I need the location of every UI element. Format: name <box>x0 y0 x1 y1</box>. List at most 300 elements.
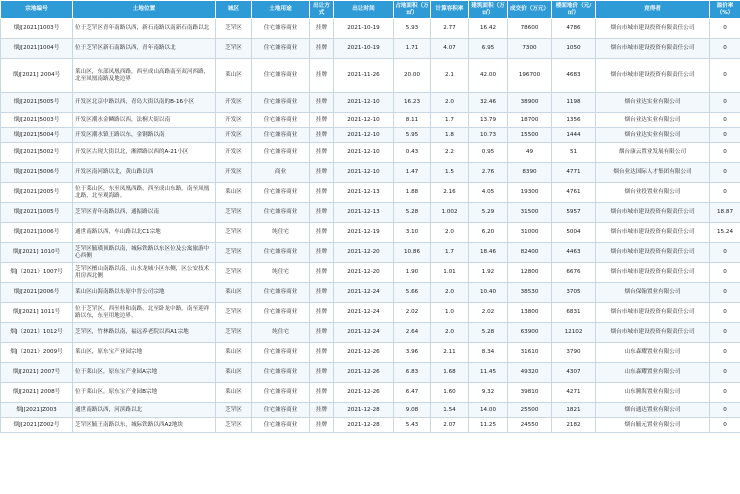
cell-floor-price: 2182 <box>552 418 596 433</box>
cell-plot-ratio: 1.01 <box>431 263 469 283</box>
cell-buyer: 烟台市城市建设投资有限责任公司 <box>596 303 710 323</box>
cell-land-location: 芝罘区毓王南路以东，城际铁路以西A2地块 <box>73 418 216 433</box>
cell-land-location: 莱山区，原东宝产业园宗地 <box>73 343 216 363</box>
cell-parcel-code: 烟J[2021]5006号 <box>1 163 73 183</box>
cell-floor-area: 6.20 <box>469 223 508 243</box>
cell-land-use: 住宅兼容商业 <box>252 128 310 143</box>
cell-floor-area: 5.28 <box>469 323 508 343</box>
table-row <box>1 128 740 143</box>
cell-plot-ratio: 2.11 <box>431 343 469 363</box>
cell-premium-rate: 0 <box>710 19 740 39</box>
cell-district: 芝罘区 <box>216 303 252 323</box>
cell-plot-ratio: 1.7 <box>431 243 469 263</box>
cell-deal-price: 63900 <box>508 323 552 343</box>
cell-transfer-method: 挂牌 <box>310 323 334 343</box>
cell-site-area: 2.02 <box>394 303 431 323</box>
cell-transfer-date: 2021-10-19 <box>334 19 394 39</box>
cell-site-area: 1.88 <box>394 183 431 203</box>
cell-transfer-method: 挂牌 <box>310 128 334 143</box>
table-row <box>1 403 740 418</box>
table-row <box>1 283 740 303</box>
cell-premium-rate: 15.24 <box>710 223 740 243</box>
table-row <box>1 343 740 363</box>
cell-transfer-method: 挂牌 <box>310 19 334 39</box>
cell-floor-price: 5957 <box>552 203 596 223</box>
table-row <box>1 93 740 113</box>
cell-transfer-method: 挂牌 <box>310 243 334 263</box>
cell-deal-price: 196700 <box>508 59 552 93</box>
cell-buyer: 烟台业达实业有限公司 <box>596 128 710 143</box>
cell-land-location: 位于莱山区，原东宝产业园A宗地 <box>73 363 216 383</box>
cell-district: 芝罘区 <box>216 403 252 418</box>
cell-parcel-code: 烟J[2021] 1011号 <box>1 303 73 323</box>
header-district: 城区 <box>216 1 252 19</box>
header-parcel-code: 宗地编号 <box>1 1 73 19</box>
table-row <box>1 143 740 163</box>
cell-plot-ratio: 1.68 <box>431 363 469 383</box>
cell-floor-area: 42.00 <box>469 59 508 93</box>
cell-district: 莱山区 <box>216 283 252 303</box>
cell-floor-price: 51 <box>552 143 596 163</box>
cell-parcel-code: 烟J[2021]5004号 <box>1 128 73 143</box>
cell-floor-area: 4.05 <box>469 183 508 203</box>
cell-parcel-code: 烟J[2021]Z002号 <box>1 418 73 433</box>
cell-site-area: 6.47 <box>394 383 431 403</box>
header-deal-price: 成交价（万元） <box>508 1 552 19</box>
cell-site-area: 16.23 <box>394 93 431 113</box>
table-row <box>1 223 740 243</box>
cell-buyer: 烟台市城市建设投资有限责任公司 <box>596 59 710 93</box>
cell-land-location: 芝罘区檀山南路以南，山水龙城小区东侧，区公安技术用房西北侧 <box>73 263 216 283</box>
cell-land-use: 住宅兼容商业 <box>252 303 310 323</box>
cell-premium-rate: 0 <box>710 403 740 418</box>
cell-deal-price: 31500 <box>508 203 552 223</box>
cell-premium-rate: 0 <box>710 39 740 59</box>
cell-plot-ratio: 4.07 <box>431 39 469 59</box>
cell-premium-rate: 0 <box>710 263 740 283</box>
cell-premium-rate: 0 <box>710 143 740 163</box>
cell-transfer-method: 挂牌 <box>310 39 334 59</box>
cell-land-use: 住宅兼容商业 <box>252 59 310 93</box>
cell-land-use: 纯住宅 <box>252 323 310 343</box>
cell-deal-price: 39810 <box>508 383 552 403</box>
cell-transfer-method: 挂牌 <box>310 303 334 323</box>
cell-premium-rate: 0 <box>710 59 740 93</box>
cell-parcel-code: 烟J[2021]2005号 <box>1 183 73 203</box>
cell-floor-area: 6.95 <box>469 39 508 59</box>
cell-district: 莱山区 <box>216 183 252 203</box>
cell-buyer: 烟台保翰置业有限公司 <box>596 283 710 303</box>
cell-district: 芝罘区 <box>216 39 252 59</box>
cell-premium-rate: 0 <box>710 183 740 203</box>
cell-deal-price: 38530 <box>508 283 552 303</box>
cell-buyer: 烟台市城市建设投资有限责任公司 <box>596 243 710 263</box>
cell-parcel-code: 烟J[2021]5002号 <box>1 143 73 163</box>
cell-floor-price: 3790 <box>552 343 596 363</box>
cell-site-area: 5.43 <box>394 418 431 433</box>
cell-transfer-method: 挂牌 <box>310 59 334 93</box>
cell-parcel-code: 烟J[2021]Z003 <box>1 403 73 418</box>
cell-parcel-code: 烟J（2021）1012号 <box>1 323 73 343</box>
header-site-area: 占地面积（万㎡） <box>394 1 431 19</box>
cell-district: 开发区 <box>216 113 252 128</box>
cell-transfer-date: 2021-12-13 <box>334 203 394 223</box>
cell-transfer-date: 2021-12-26 <box>334 363 394 383</box>
cell-land-use: 纯住宅 <box>252 263 310 283</box>
cell-transfer-method: 挂牌 <box>310 113 334 128</box>
cell-transfer-date: 2021-12-24 <box>334 283 394 303</box>
cell-deal-price: 31000 <box>508 223 552 243</box>
cell-site-area: 1.47 <box>394 163 431 183</box>
cell-land-location: 莱山区，东部凤凰西路，西至成山高路南至双河西路，北至凤凰南路及地边界 <box>73 59 216 93</box>
cell-transfer-date: 2021-12-10 <box>334 163 394 183</box>
cell-deal-price: 18700 <box>508 113 552 128</box>
cell-land-use: 住宅兼容商业 <box>252 363 310 383</box>
table-row <box>1 418 740 433</box>
cell-buyer: 烟台市城市建设投资有限责任公司 <box>596 39 710 59</box>
cell-site-area: 1.71 <box>394 39 431 59</box>
cell-land-location: 开发区潮水镇王路以东，金钢路以南 <box>73 128 216 143</box>
cell-transfer-date: 2021-12-10 <box>334 93 394 113</box>
cell-floor-area: 0.95 <box>469 143 508 163</box>
cell-plot-ratio: 1.8 <box>431 128 469 143</box>
cell-plot-ratio: 1.0 <box>431 303 469 323</box>
cell-floor-price: 3705 <box>552 283 596 303</box>
cell-deal-price: 78600 <box>508 19 552 39</box>
table-row <box>1 363 740 383</box>
cell-floor-price: 1821 <box>552 403 596 418</box>
cell-transfer-date: 2021-12-10 <box>334 128 394 143</box>
cell-deal-price: 82400 <box>508 243 552 263</box>
cell-site-area: 1.90 <box>394 263 431 283</box>
cell-floor-price: 4271 <box>552 383 596 403</box>
cell-district: 芝罘区 <box>216 19 252 39</box>
cell-buyer: 山东腾海置业有限公司 <box>596 383 710 403</box>
cell-floor-area: 11.25 <box>469 418 508 433</box>
cell-land-use: 住宅兼容商业 <box>252 243 310 263</box>
cell-deal-price: 49 <box>508 143 552 163</box>
table-row <box>1 243 740 263</box>
cell-premium-rate: 18.87 <box>710 203 740 223</box>
cell-site-area: 3.10 <box>394 223 431 243</box>
cell-floor-price: 12102 <box>552 323 596 343</box>
cell-plot-ratio: 2.16 <box>431 183 469 203</box>
cell-parcel-code: 烟J[2021] 1010号 <box>1 243 73 263</box>
table-row <box>1 163 740 183</box>
cell-site-area: 5.28 <box>394 203 431 223</box>
cell-plot-ratio: 2.77 <box>431 19 469 39</box>
header-land-location: 土地位置 <box>73 1 216 19</box>
cell-land-use: 住宅兼容商业 <box>252 183 310 203</box>
cell-transfer-method: 挂牌 <box>310 343 334 363</box>
cell-site-area: 5.66 <box>394 283 431 303</box>
cell-transfer-method: 挂牌 <box>310 183 334 203</box>
cell-land-use: 住宅兼容商业 <box>252 113 310 128</box>
cell-transfer-date: 2021-12-20 <box>334 243 394 263</box>
cell-buyer: 烟台市城市建设投资有限责任公司 <box>596 203 710 223</box>
cell-buyer: 山东森耀置业有限公司 <box>596 343 710 363</box>
cell-buyer: 烟台业达实业有限公司 <box>596 93 710 113</box>
cell-land-location: 莱山区山海南路以东原中晋公司宗地 <box>73 283 216 303</box>
cell-deal-price: 12800 <box>508 263 552 283</box>
cell-floor-area: 18.46 <box>469 243 508 263</box>
cell-premium-rate: 0 <box>710 418 740 433</box>
cell-district: 莱山区 <box>216 343 252 363</box>
cell-premium-rate: 0 <box>710 303 740 323</box>
table-body <box>1 19 740 433</box>
cell-floor-price: 5004 <box>552 223 596 243</box>
cell-floor-area: 10.73 <box>469 128 508 143</box>
cell-land-use: 住宅兼容商业 <box>252 19 310 39</box>
cell-land-location: 位于芝罘区，西至桂和南路，北至卧龙中路，南至迎祥路以东，东至用地边界。 <box>73 303 216 323</box>
cell-land-location: 芝罘区毓璜顶路以南，城际铁路以东区位及公寓旅游中心西侧 <box>73 243 216 263</box>
cell-land-use: 住宅兼容商业 <box>252 143 310 163</box>
cell-floor-area: 16.42 <box>469 19 508 39</box>
cell-land-location: 开发区潮水金鳞路以西，法桐大街以南 <box>73 113 216 128</box>
cell-district: 开发区 <box>216 93 252 113</box>
cell-deal-price: 25500 <box>508 403 552 418</box>
cell-district: 莱山区 <box>216 383 252 403</box>
cell-floor-area: 32.46 <box>469 93 508 113</box>
table-row <box>1 39 740 59</box>
cell-floor-price: 4683 <box>552 59 596 93</box>
cell-floor-area: 10.40 <box>469 283 508 303</box>
cell-district: 开发区 <box>216 128 252 143</box>
header-land-use: 土地用途 <box>252 1 310 19</box>
cell-floor-price: 1444 <box>552 128 596 143</box>
cell-floor-area: 8.34 <box>469 343 508 363</box>
cell-district: 芝罘区 <box>216 223 252 243</box>
cell-land-use: 住宅兼容商业 <box>252 383 310 403</box>
table-row <box>1 203 740 223</box>
table-row <box>1 113 740 128</box>
cell-premium-rate: 0 <box>710 163 740 183</box>
cell-deal-price: 13800 <box>508 303 552 323</box>
cell-land-location: 位于芝罘区新石南路以西，青年南路以北 <box>73 39 216 59</box>
cell-premium-rate: 0 <box>710 113 740 128</box>
cell-floor-area: 11.45 <box>469 363 508 383</box>
cell-plot-ratio: 1.002 <box>431 203 469 223</box>
cell-transfer-date: 2021-12-19 <box>334 223 394 243</box>
cell-premium-rate: 0 <box>710 283 740 303</box>
cell-land-location: 芝罘区，竹林路以南，福远养老院以西A1宗地 <box>73 323 216 343</box>
cell-buyer: 烟台业达实业有限公司 <box>596 113 710 128</box>
cell-parcel-code: 烟J[2021]2006号 <box>1 283 73 303</box>
cell-deal-price: 15500 <box>508 128 552 143</box>
cell-district: 开发区 <box>216 143 252 163</box>
cell-transfer-date: 2021-12-10 <box>334 113 394 128</box>
cell-land-use: 住宅兼容商业 <box>252 93 310 113</box>
header-floor-area: 建筑面积（万㎡） <box>469 1 508 19</box>
cell-transfer-date: 2021-12-13 <box>334 183 394 203</box>
cell-floor-area: 2.76 <box>469 163 508 183</box>
cell-floor-price: 4761 <box>552 183 596 203</box>
cell-buyer: 山东森耀置业有限公司 <box>596 363 710 383</box>
cell-land-use: 住宅兼容商业 <box>252 39 310 59</box>
cell-site-area: 3.96 <box>394 343 431 363</box>
cell-plot-ratio: 2.2 <box>431 143 469 163</box>
cell-plot-ratio: 1.7 <box>431 113 469 128</box>
cell-land-location: 开发区南河路以北，黄山路以西 <box>73 163 216 183</box>
cell-land-location: 通世南路以西，河滨路以北 <box>73 403 216 418</box>
header-plot-ratio: 计算容积率 <box>431 1 469 19</box>
cell-site-area: 5.93 <box>394 19 431 39</box>
cell-floor-price: 1198 <box>552 93 596 113</box>
cell-transfer-date: 2021-12-20 <box>334 263 394 283</box>
table-row <box>1 303 740 323</box>
cell-district: 芝罘区 <box>216 323 252 343</box>
cell-transfer-method: 挂牌 <box>310 403 334 418</box>
cell-transfer-date: 2021-12-26 <box>334 343 394 363</box>
cell-site-area: 20.00 <box>394 59 431 93</box>
cell-district: 莱山区 <box>216 363 252 383</box>
cell-plot-ratio: 2.07 <box>431 418 469 433</box>
cell-land-location: 位于莱山区，原东宝产业园B宗地 <box>73 383 216 403</box>
table-row <box>1 263 740 283</box>
cell-transfer-method: 挂牌 <box>310 203 334 223</box>
cell-land-use: 住宅兼容商业 <box>252 418 310 433</box>
cell-land-use: 住宅兼容商业 <box>252 343 310 363</box>
cell-land-location: 通世南路以西，车山路以北C1宗地 <box>73 223 216 243</box>
cell-premium-rate: 0 <box>710 383 740 403</box>
cell-plot-ratio: 1.54 <box>431 403 469 418</box>
cell-land-location: 芝罘区青年南路以西，通振路以南 <box>73 203 216 223</box>
cell-district: 芝罘区 <box>216 263 252 283</box>
cell-site-area: 5.95 <box>394 128 431 143</box>
cell-land-use: 纯住宅 <box>252 223 310 243</box>
table-row <box>1 383 740 403</box>
cell-premium-rate: 0 <box>710 93 740 113</box>
cell-parcel-code: 烟J[2021] 2004号 <box>1 59 73 93</box>
cell-floor-area: 1.92 <box>469 263 508 283</box>
cell-transfer-date: 2021-12-24 <box>334 323 394 343</box>
cell-transfer-method: 挂牌 <box>310 223 334 243</box>
cell-deal-price: 7300 <box>508 39 552 59</box>
cell-floor-price: 4463 <box>552 243 596 263</box>
cell-land-location: 开发区北京中路以西，青岛大街以南的B-16小区 <box>73 93 216 113</box>
cell-plot-ratio: 2.1 <box>431 59 469 93</box>
cell-floor-price: 1356 <box>552 113 596 128</box>
cell-site-area: 6.83 <box>394 363 431 383</box>
cell-land-location: 开发区古现大街以北，湘潭路以西的A-21小区 <box>73 143 216 163</box>
cell-transfer-method: 挂牌 <box>310 143 334 163</box>
header-transfer-method: 出让方式 <box>310 1 334 19</box>
cell-site-area: 9.08 <box>394 403 431 418</box>
header-floor-price: 楼面地价（元/㎡） <box>552 1 596 19</box>
cell-transfer-method: 挂牌 <box>310 383 334 403</box>
header-transfer-date: 出让时间 <box>334 1 394 19</box>
cell-parcel-code: 烟J[2021]1005号 <box>1 203 73 223</box>
cell-site-area: 2.64 <box>394 323 431 343</box>
cell-parcel-code: 烟J[2021]5003号 <box>1 113 73 128</box>
cell-plot-ratio: 2.0 <box>431 223 469 243</box>
cell-transfer-date: 2021-12-24 <box>334 303 394 323</box>
cell-transfer-method: 挂牌 <box>310 263 334 283</box>
cell-buyer: 烟台毓元置业有限公司 <box>596 418 710 433</box>
table-row <box>1 19 740 39</box>
cell-land-location: 位于芝罘区青年南路以西，新石南路以南新石南路以北 <box>73 19 216 39</box>
cell-parcel-code: 烟J（2021）1007号 <box>1 263 73 283</box>
cell-deal-price: 31610 <box>508 343 552 363</box>
cell-transfer-method: 挂牌 <box>310 363 334 383</box>
cell-parcel-code: 烟J（2021）2009号 <box>1 343 73 363</box>
cell-plot-ratio: 1.5 <box>431 163 469 183</box>
header-row <box>1 1 740 19</box>
cell-floor-price: 4771 <box>552 163 596 183</box>
cell-land-location: 位于莱山区，东至凤凰西路，西至成山东路，南至凤凰北路，北至观海路。 <box>73 183 216 203</box>
cell-plot-ratio: 2.0 <box>431 93 469 113</box>
cell-deal-price: 8390 <box>508 163 552 183</box>
cell-land-use: 住宅兼容商业 <box>252 403 310 418</box>
cell-floor-price: 4786 <box>552 19 596 39</box>
cell-deal-price: 49320 <box>508 363 552 383</box>
cell-district: 芝罘区 <box>216 243 252 263</box>
cell-buyer: 烟台市城市建设投资有限责任公司 <box>596 223 710 243</box>
cell-buyer: 烟台通达置业有限公司 <box>596 403 710 418</box>
cell-floor-price: 6831 <box>552 303 596 323</box>
cell-district: 开发区 <box>216 163 252 183</box>
cell-deal-price: 24550 <box>508 418 552 433</box>
cell-transfer-date: 2021-11-26 <box>334 59 394 93</box>
cell-parcel-code: 烟J[2021]5005号 <box>1 93 73 113</box>
cell-parcel-code: 烟J[2021]1003号 <box>1 19 73 39</box>
cell-premium-rate: 0 <box>710 363 740 383</box>
cell-transfer-date: 2021-12-10 <box>334 143 394 163</box>
cell-buyer: 烟台康云置业发展有限公司 <box>596 143 710 163</box>
cell-site-area: 0.43 <box>394 143 431 163</box>
cell-district: 芝罘区 <box>216 203 252 223</box>
cell-plot-ratio: 2.0 <box>431 323 469 343</box>
cell-buyer: 烟台业投置业有限公司 <box>596 183 710 203</box>
cell-floor-price: 4307 <box>552 363 596 383</box>
cell-site-area: 8.11 <box>394 113 431 128</box>
cell-premium-rate: 0 <box>710 323 740 343</box>
cell-district: 莱山区 <box>216 59 252 93</box>
cell-parcel-code: 烟J[2021] 2008号 <box>1 383 73 403</box>
cell-floor-area: 2.02 <box>469 303 508 323</box>
cell-premium-rate: 0 <box>710 343 740 363</box>
cell-transfer-method: 挂牌 <box>310 418 334 433</box>
cell-transfer-date: 2021-12-28 <box>334 418 394 433</box>
cell-buyer: 烟台业达国际人才集团有限公司 <box>596 163 710 183</box>
table-row <box>1 323 740 343</box>
cell-plot-ratio: 1.60 <box>431 383 469 403</box>
cell-parcel-code: 烟J[2021]1006号 <box>1 223 73 243</box>
cell-premium-rate: 0 <box>710 243 740 263</box>
cell-floor-area: 5.29 <box>469 203 508 223</box>
cell-floor-price: 1050 <box>552 39 596 59</box>
cell-buyer: 烟台市城市建设投资有限责任公司 <box>596 263 710 283</box>
cell-deal-price: 38900 <box>508 93 552 113</box>
cell-transfer-method: 挂牌 <box>310 163 334 183</box>
table-row <box>1 183 740 203</box>
cell-transfer-date: 2021-12-26 <box>334 383 394 403</box>
cell-site-area: 10.86 <box>394 243 431 263</box>
cell-floor-area: 14.00 <box>469 403 508 418</box>
cell-plot-ratio: 2.0 <box>431 283 469 303</box>
cell-transfer-method: 挂牌 <box>310 283 334 303</box>
cell-parcel-code: 烟J[2021]1004号 <box>1 39 73 59</box>
cell-land-use: 商业 <box>252 163 310 183</box>
cell-premium-rate: 0 <box>710 128 740 143</box>
cell-floor-price: 6676 <box>552 263 596 283</box>
cell-district: 芝罘区 <box>216 418 252 433</box>
cell-land-use: 住宅兼容商业 <box>252 203 310 223</box>
cell-transfer-date: 2021-10-19 <box>334 39 394 59</box>
cell-deal-price: 19300 <box>508 183 552 203</box>
cell-transfer-method: 挂牌 <box>310 93 334 113</box>
cell-buyer: 烟台市城市建设投资有限责任公司 <box>596 19 710 39</box>
